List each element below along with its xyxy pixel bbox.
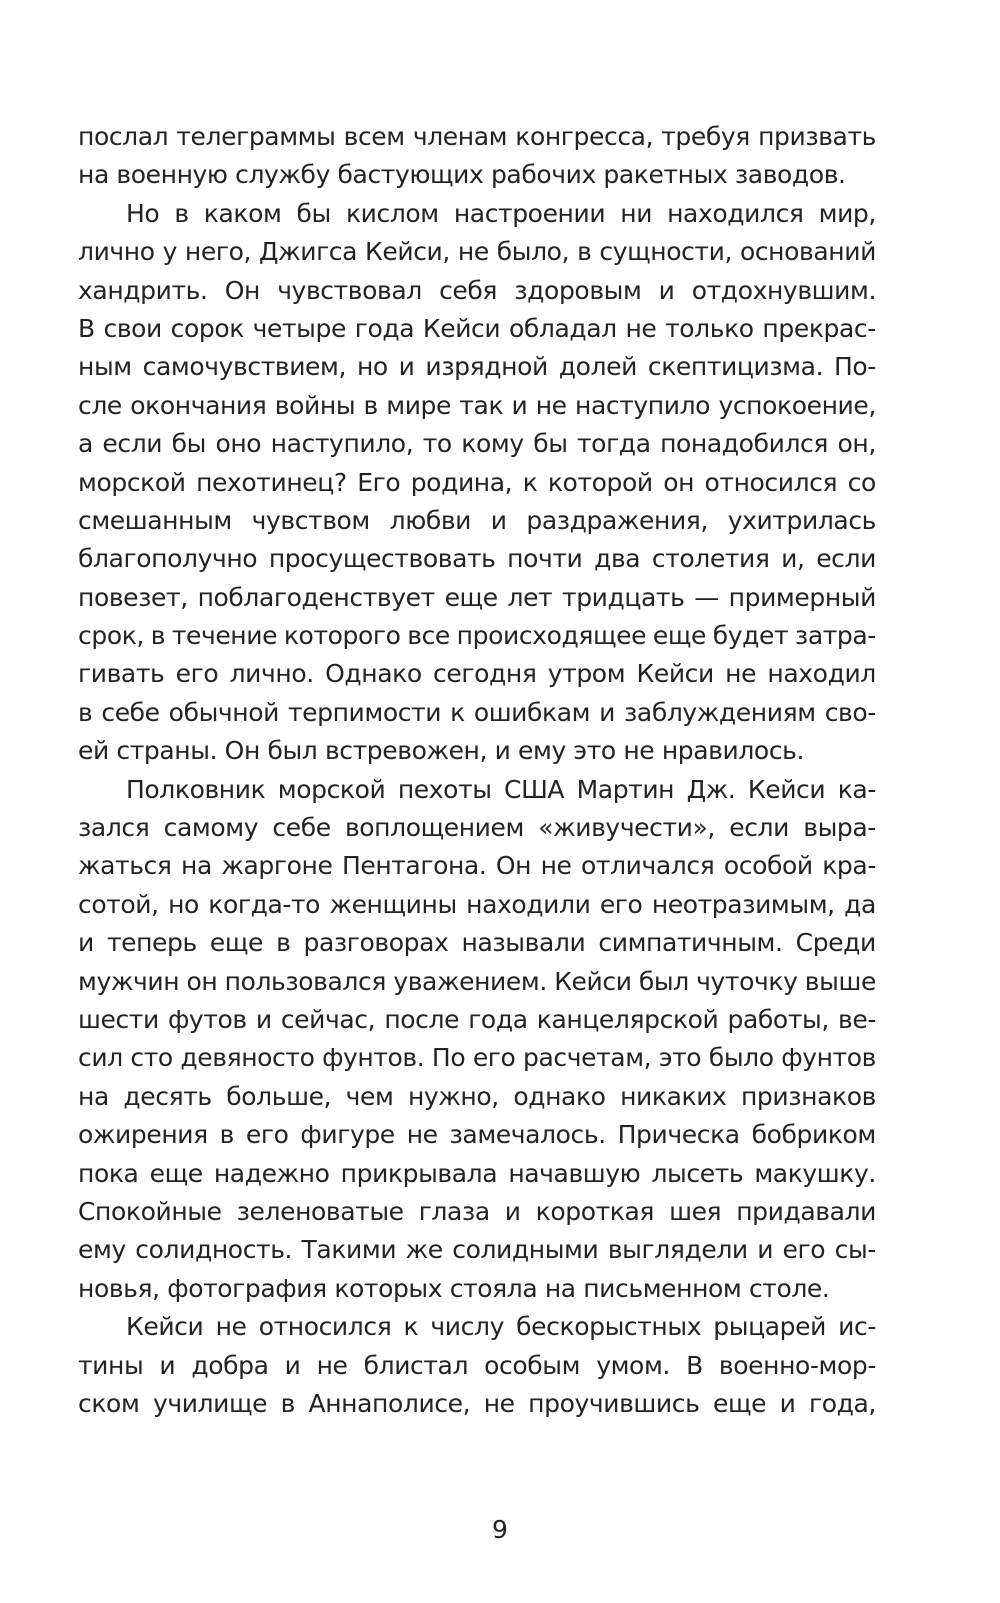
text-line: хандрить. Он чувствовал себя здоровым и отдохнувшим. (78, 275, 876, 305)
text-line: шести футов и сейчас, после года канцелярской работы, ве- (78, 1004, 876, 1034)
text-line: лично у него, Джигса Кейси, не было, в сущности, оснований (78, 237, 876, 267)
text-line: на десять больше, чем нужно, однако никаких признаков (78, 1081, 876, 1111)
text-line: Кейси не относился к числу бескорыстных рыцарей ис- (126, 1312, 876, 1342)
body-text (78, 118, 876, 1423)
text-line: Полковник морской пехоты США Мартин Дж. Кейси ка- (126, 774, 876, 804)
page-number: 9 (492, 1515, 508, 1544)
text-line: на военную службу бастующих рабочих ракетных заводов. (78, 160, 846, 190)
text-line: жаться на жаргоне Пентагона. Он не отличался особой кра- (78, 851, 876, 881)
text-line: гивать его лично. Однако сегодня утром Кейси не находил (78, 659, 876, 689)
text-line: ожирения в его фигуре не замечалось. Прическа бобриком (78, 1120, 876, 1150)
text-line: послал телеграммы всем членам конгресса, требуя призвать (78, 122, 876, 151)
text-line: ей страны. Он был встревожен, и ему это не нравилось. (78, 736, 805, 766)
text-line: сле окончания войны в мире так и не наступило успокоение, (78, 390, 876, 420)
text-line: ему солидность. Такими же солидными выглядели и его сы- (78, 1235, 876, 1265)
text-line: ным самочувствием, но и изрядной долей скептицизма. По- (78, 352, 876, 382)
text-line: смешанным чувством любви и раздражения, ухитрилась (78, 505, 876, 535)
text-line: сил сто девяносто фунтов. По его расчетам, это было фунтов (78, 1043, 876, 1073)
text-line: срок, в течение которого все происходящее еще будет затра- (78, 621, 876, 651)
text-line: а если бы оно наступило, то кому бы тогда понадобился он, (78, 429, 876, 459)
text-line: зался самому себе воплощением «живучести», если выра- (78, 813, 876, 843)
text-line: морской пехотинец? Его родина, к которой он относился со (78, 467, 876, 497)
text-line: пока еще надежно прикрывала начавшую лысеть макушку. (78, 1158, 876, 1188)
text-line: сотой, но когда-то женщины находили его неотразимым, да (78, 889, 876, 919)
text-line: тины и добра и не блистал особым умом. В военно-мор- (78, 1350, 876, 1380)
text-line: мужчин он пользовался уважением. Кейси был чуточку выше (78, 966, 876, 996)
text-line: и теперь еще в разговорах называли симпатичным. Среди (78, 928, 876, 958)
text-line: Но в каком бы кислом настроении ни находился мир, (126, 198, 876, 228)
text-line: новья, фотография которых стояла на письменном столе. (78, 1273, 830, 1303)
text-line: благополучно просуществовать почти два столетия и, если (78, 544, 876, 574)
text-line: повезет, поблагоденствует еще лет тридцать — примерный (78, 582, 876, 612)
text-line: в себе обычной терпимости к ошибкам и заблуждениям сво- (78, 697, 876, 727)
text-line: В свои сорок четыре года Кейси обладал не только прекрас- (78, 313, 876, 343)
text-line: Спокойные зеленоватые глаза и короткая шея придавали (78, 1196, 876, 1226)
text-line: ском училище в Аннаполисе, не проучившись еще и года, (78, 1388, 876, 1418)
